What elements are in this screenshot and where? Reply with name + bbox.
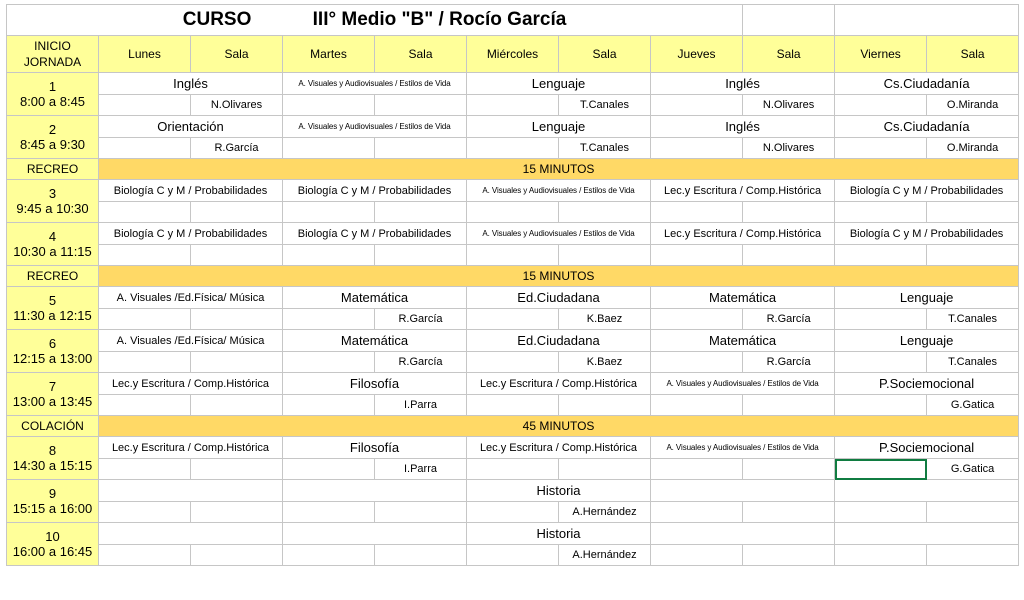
block-9-time-cell[interactable] (7, 480, 99, 523)
cell[interactable] (835, 95, 927, 116)
viernes-subject[interactable]: Cs.Ciudadanía (835, 73, 1019, 95)
martes-subject[interactable]: Biología C y M / Probabilidades (283, 180, 467, 202)
cell[interactable] (283, 95, 375, 116)
jueves-subject[interactable]: Matemática (651, 287, 835, 309)
day-header-martes[interactable]: Martes (283, 36, 375, 73)
block-number: 4 (48, 229, 57, 244)
cell[interactable] (743, 245, 835, 266)
block-6-teacher-row (7, 352, 1019, 373)
break-duration[interactable]: 45 MINUTOS (99, 416, 1019, 437)
martes-subject[interactable]: A. Visuales y Audiovisuales / Estilos de Vida (283, 73, 467, 95)
block-time: 11:30 a 12:15 (13, 308, 92, 323)
miercoles-subject[interactable]: Ed.Ciudadana (467, 330, 651, 352)
sala-header[interactable]: Sala (559, 36, 651, 73)
block-4-time-cell[interactable] (7, 223, 99, 266)
block-5-teacher-row (7, 309, 1019, 330)
block-9-subject-row (7, 480, 1019, 502)
cell[interactable] (467, 95, 559, 116)
sala-header[interactable]: Sala (927, 36, 1019, 73)
block-time: 8:45 a 9:30 (19, 137, 86, 152)
cell[interactable] (651, 395, 743, 416)
cell[interactable] (191, 502, 283, 523)
jueves-subject[interactable]: Matemática (651, 330, 835, 352)
cell[interactable] (375, 95, 467, 116)
block-2-subject-row (7, 116, 1019, 138)
sala-header[interactable]: Sala (191, 36, 283, 73)
cell[interactable] (559, 245, 651, 266)
cell[interactable] (651, 545, 743, 566)
block-10-teacher-row (7, 545, 1019, 566)
day-header-viernes[interactable]: Viernes (835, 36, 927, 73)
teacher-cell[interactable]: N.Olivares (743, 95, 835, 116)
cell[interactable] (559, 459, 651, 480)
block-3-subject-row (7, 180, 1019, 202)
block-6-time-cell[interactable] (7, 330, 99, 373)
block-time: 13:00 a 13:45 (12, 394, 93, 409)
teacher-cell[interactable]: T.Canales (559, 138, 651, 159)
cell[interactable] (743, 459, 835, 480)
recreo-1-row (7, 159, 1019, 180)
martes-subject[interactable]: Biología C y M / Probabilidades (283, 223, 467, 245)
teacher-cell[interactable]: T.Canales (927, 352, 1019, 373)
cell[interactable] (651, 245, 743, 266)
cell[interactable] (743, 502, 835, 523)
lunes-subject[interactable]: Inglés (99, 73, 283, 95)
cell[interactable] (927, 502, 1019, 523)
jueves-subject[interactable]: Lec.y Escritura / Comp.Histórica (651, 223, 835, 245)
recreo-label[interactable]: RECREO (7, 266, 99, 287)
break-duration[interactable]: 15 MINUTOS (99, 266, 1019, 287)
block-number: 8 (48, 443, 57, 458)
block-number: 3 (48, 186, 57, 201)
cell[interactable] (651, 95, 743, 116)
viernes-subject[interactable]: Lenguaje (835, 287, 1019, 309)
cell[interactable] (651, 352, 743, 373)
cell[interactable] (283, 459, 375, 480)
block-number: 9 (48, 486, 57, 501)
cell[interactable] (835, 138, 927, 159)
cell[interactable] (743, 545, 835, 566)
martes-subject[interactable]: A. Visuales y Audiovisuales / Estilos de Vida (283, 116, 467, 138)
miercoles-subject[interactable]: Historia (467, 523, 651, 545)
block-9-teacher-row (7, 502, 1019, 523)
block-2-time-cell[interactable] (7, 116, 99, 159)
block-3-teacher-row (7, 202, 1019, 223)
block-1-time-cell[interactable] (7, 73, 99, 116)
martes-subject[interactable]: Filosofía (283, 373, 467, 395)
cell[interactable] (191, 202, 283, 223)
teacher-cell[interactable]: I.Parra (375, 459, 467, 480)
cell[interactable] (835, 502, 927, 523)
cell[interactable] (99, 502, 191, 523)
martes-subject[interactable]: Matemática (283, 330, 467, 352)
miercoles-subject[interactable]: A. Visuales y Audiovisuales / Estilos de Vida (467, 223, 651, 245)
day-header-lunes[interactable]: Lunes (99, 36, 191, 73)
martes-subject[interactable]: Filosofía (283, 437, 467, 459)
miercoles-subject[interactable]: Lenguaje (467, 73, 651, 95)
sala-header[interactable]: Sala (743, 36, 835, 73)
cell[interactable] (927, 202, 1019, 223)
viernes-subject[interactable]: Cs.Ciudadanía (835, 116, 1019, 138)
cell[interactable] (835, 202, 927, 223)
viernes-subject[interactable]: Biología C y M / Probabilidades (835, 180, 1019, 202)
recreo-label[interactable]: RECREO (7, 159, 99, 180)
cell[interactable] (283, 395, 375, 416)
inicio-label: INICIO (34, 39, 71, 53)
viernes-subject[interactable] (835, 523, 1019, 545)
teacher-cell[interactable]: G.Gatica (927, 459, 1019, 480)
header-row (7, 36, 1019, 73)
teacher-cell[interactable]: R.García (191, 138, 283, 159)
cell[interactable] (835, 309, 927, 330)
miercoles-subject[interactable]: Ed.Ciudadana (467, 287, 651, 309)
viernes-subject[interactable]: Biología C y M / Probabilidades (835, 223, 1019, 245)
teacher-cell[interactable]: R.García (375, 309, 467, 330)
block-1-subject-row (7, 73, 1019, 95)
teacher-cell[interactable]: R.García (743, 309, 835, 330)
miercoles-subject[interactable]: Lenguaje (467, 116, 651, 138)
block-7-teacher-row (7, 395, 1019, 416)
jueves-subject[interactable]: A. Visuales y Audiovisuales / Estilos de Vida (651, 373, 835, 395)
lunes-subject[interactable]: Biología C y M / Probabilidades (99, 180, 283, 202)
cell[interactable] (99, 138, 191, 159)
teacher-cell[interactable]: R.García (743, 352, 835, 373)
block-7-time-cell[interactable] (7, 373, 99, 416)
viernes-subject[interactable] (835, 480, 1019, 502)
cell[interactable] (743, 5, 835, 36)
recreo-2-row (7, 266, 1019, 287)
cell[interactable] (283, 545, 375, 566)
block-3-time-cell[interactable] (7, 180, 99, 223)
cell[interactable] (191, 459, 283, 480)
jueves-subject[interactable]: Inglés (651, 116, 835, 138)
cell[interactable] (283, 138, 375, 159)
block-number: 1 (48, 79, 57, 94)
block-2-teacher-row (7, 138, 1019, 159)
cell[interactable] (467, 545, 559, 566)
cell[interactable] (467, 202, 559, 223)
cell[interactable] (467, 138, 559, 159)
jueves-subject[interactable]: Inglés (651, 73, 835, 95)
teacher-cell[interactable]: R.García (375, 352, 467, 373)
cell[interactable] (927, 545, 1019, 566)
cell[interactable] (99, 459, 191, 480)
lunes-subject[interactable]: A. Visuales /Ed.Física/ Música (99, 330, 283, 352)
cell[interactable] (651, 138, 743, 159)
jueves-subject[interactable]: Lec.y Escritura / Comp.Histórica (651, 180, 835, 202)
day-header-miercoles[interactable]: Miércoles (467, 36, 559, 73)
jueves-subject[interactable] (651, 480, 835, 502)
martes-subject[interactable]: Matemática (283, 287, 467, 309)
cell[interactable] (835, 352, 927, 373)
block-number: 6 (48, 336, 57, 351)
block-time: 12:15 a 13:00 (12, 351, 93, 366)
jueves-subject[interactable] (651, 523, 835, 545)
cell[interactable] (467, 502, 559, 523)
cell[interactable] (467, 245, 559, 266)
lunes-subject[interactable]: Lec.y Escritura / Comp.Histórica (99, 437, 283, 459)
miercoles-subject[interactable]: A. Visuales y Audiovisuales / Estilos de Vida (467, 180, 651, 202)
martes-subject[interactable] (283, 523, 467, 545)
block-4-subject-row (7, 223, 1019, 245)
cell[interactable] (99, 309, 191, 330)
cell[interactable] (743, 202, 835, 223)
teacher-cell[interactable]: N.Olivares (743, 138, 835, 159)
block-8-subject-row (7, 437, 1019, 459)
lunes-subject[interactable] (99, 480, 283, 502)
cell[interactable] (191, 245, 283, 266)
block-number: 7 (48, 379, 57, 394)
cell[interactable] (835, 545, 927, 566)
block-number: 10 (45, 529, 60, 544)
cell[interactable] (651, 202, 743, 223)
cell[interactable] (191, 309, 283, 330)
cell[interactable] (191, 545, 283, 566)
block-time: 10:30 a 11:15 (13, 244, 92, 259)
block-time: 16:00 a 16:45 (12, 544, 93, 559)
cell[interactable] (927, 245, 1019, 266)
block-time: 9:45 a 10:30 (16, 201, 89, 216)
cell[interactable] (191, 352, 283, 373)
cell[interactable] (467, 459, 559, 480)
cell[interactable] (467, 309, 559, 330)
cell[interactable] (651, 309, 743, 330)
teacher-cell[interactable]: T.Canales (559, 95, 651, 116)
cell[interactable] (99, 245, 191, 266)
teacher-cell[interactable]: N.Olivares (191, 95, 283, 116)
block-8-time-cell[interactable] (7, 437, 99, 480)
teacher-cell[interactable]: A.Hernández (559, 502, 651, 523)
cell[interactable] (283, 245, 375, 266)
block-time: 14:30 a 15:15 (12, 458, 93, 473)
block-8-teacher-row (7, 459, 1019, 480)
cell[interactable] (375, 545, 467, 566)
teacher-cell[interactable]: K.Baez (559, 352, 651, 373)
cell[interactable] (99, 352, 191, 373)
cell[interactable] (835, 245, 927, 266)
block-7-subject-row (7, 373, 1019, 395)
block-number: 5 (48, 293, 57, 308)
block-10-subject-row (7, 523, 1019, 545)
lunes-subject[interactable]: Lec.y Escritura / Comp.Histórica (99, 373, 283, 395)
cell[interactable] (99, 202, 191, 223)
break-duration[interactable]: 15 MINUTOS (99, 159, 1019, 180)
colacion-label[interactable]: COLACIÓN (7, 416, 99, 437)
teacher-cell[interactable]: T.Canales (927, 309, 1019, 330)
block-number: 2 (48, 122, 57, 137)
teacher-cell[interactable]: G.Gatica (927, 395, 1019, 416)
cell[interactable] (375, 502, 467, 523)
cell[interactable] (375, 138, 467, 159)
block-time: 8:00 a 8:45 (19, 94, 86, 109)
lunes-subject[interactable]: A. Visuales /Ed.Física/ Música (99, 287, 283, 309)
block-1-teacher-row (7, 95, 1019, 116)
block-5-subject-row (7, 287, 1019, 309)
viernes-subject[interactable]: P.Sociemocional (835, 437, 1019, 459)
lunes-subject[interactable] (99, 523, 283, 545)
miercoles-subject[interactable]: Lec.y Escritura / Comp.Histórica (467, 437, 651, 459)
miercoles-subject[interactable]: Lec.y Escritura / Comp.Histórica (467, 373, 651, 395)
schedule-table (6, 4, 1019, 566)
sala-header[interactable]: Sala (375, 36, 467, 73)
cell[interactable] (191, 395, 283, 416)
title-row (7, 5, 1019, 36)
cell[interactable] (283, 502, 375, 523)
cell[interactable] (283, 309, 375, 330)
teacher-cell[interactable]: I.Parra (375, 395, 467, 416)
inicio-jornada-header[interactable] (7, 36, 99, 73)
cell[interactable] (743, 395, 835, 416)
teacher-cell[interactable]: K.Baez (559, 309, 651, 330)
cell[interactable] (99, 395, 191, 416)
jueves-subject[interactable]: A. Visuales y Audiovisuales / Estilos de Vida (651, 437, 835, 459)
teacher-cell[interactable]: O.Miranda (927, 95, 1019, 116)
colacion-row (7, 416, 1019, 437)
jornada-label: JORNADA (23, 55, 82, 69)
block-time: 15:15 a 16:00 (12, 501, 93, 516)
curso-label: CURSO (182, 9, 252, 30)
cell[interactable] (375, 245, 467, 266)
course-name: III° Medio "B" / Rocío García (312, 9, 567, 30)
cell[interactable] (651, 459, 743, 480)
block-10-time-cell[interactable] (7, 523, 99, 566)
cell[interactable] (559, 202, 651, 223)
cell[interactable] (467, 395, 559, 416)
cell[interactable] (835, 5, 1019, 36)
block-4-teacher-row (7, 245, 1019, 266)
cell[interactable] (283, 352, 375, 373)
cell[interactable] (99, 95, 191, 116)
lunes-subject[interactable]: Orientación (99, 116, 283, 138)
cell[interactable] (375, 202, 467, 223)
lunes-subject[interactable]: Biología C y M / Probabilidades (99, 223, 283, 245)
block-6-subject-row (7, 330, 1019, 352)
cell[interactable] (835, 395, 927, 416)
block-5-time-cell[interactable] (7, 287, 99, 330)
martes-subject[interactable] (283, 480, 467, 502)
teacher-cell[interactable]: O.Miranda (927, 138, 1019, 159)
cell[interactable] (559, 395, 651, 416)
cell[interactable] (99, 545, 191, 566)
day-header-jueves[interactable]: Jueves (651, 36, 743, 73)
viernes-subject[interactable]: Lenguaje (835, 330, 1019, 352)
cell[interactable] (283, 202, 375, 223)
selected-cell[interactable] (835, 459, 927, 480)
teacher-cell[interactable]: A.Hernández (559, 545, 651, 566)
cell[interactable] (467, 352, 559, 373)
cell[interactable] (651, 502, 743, 523)
course-title[interactable] (7, 5, 743, 36)
miercoles-subject[interactable]: Historia (467, 480, 651, 502)
viernes-subject[interactable]: P.Sociemocional (835, 373, 1019, 395)
